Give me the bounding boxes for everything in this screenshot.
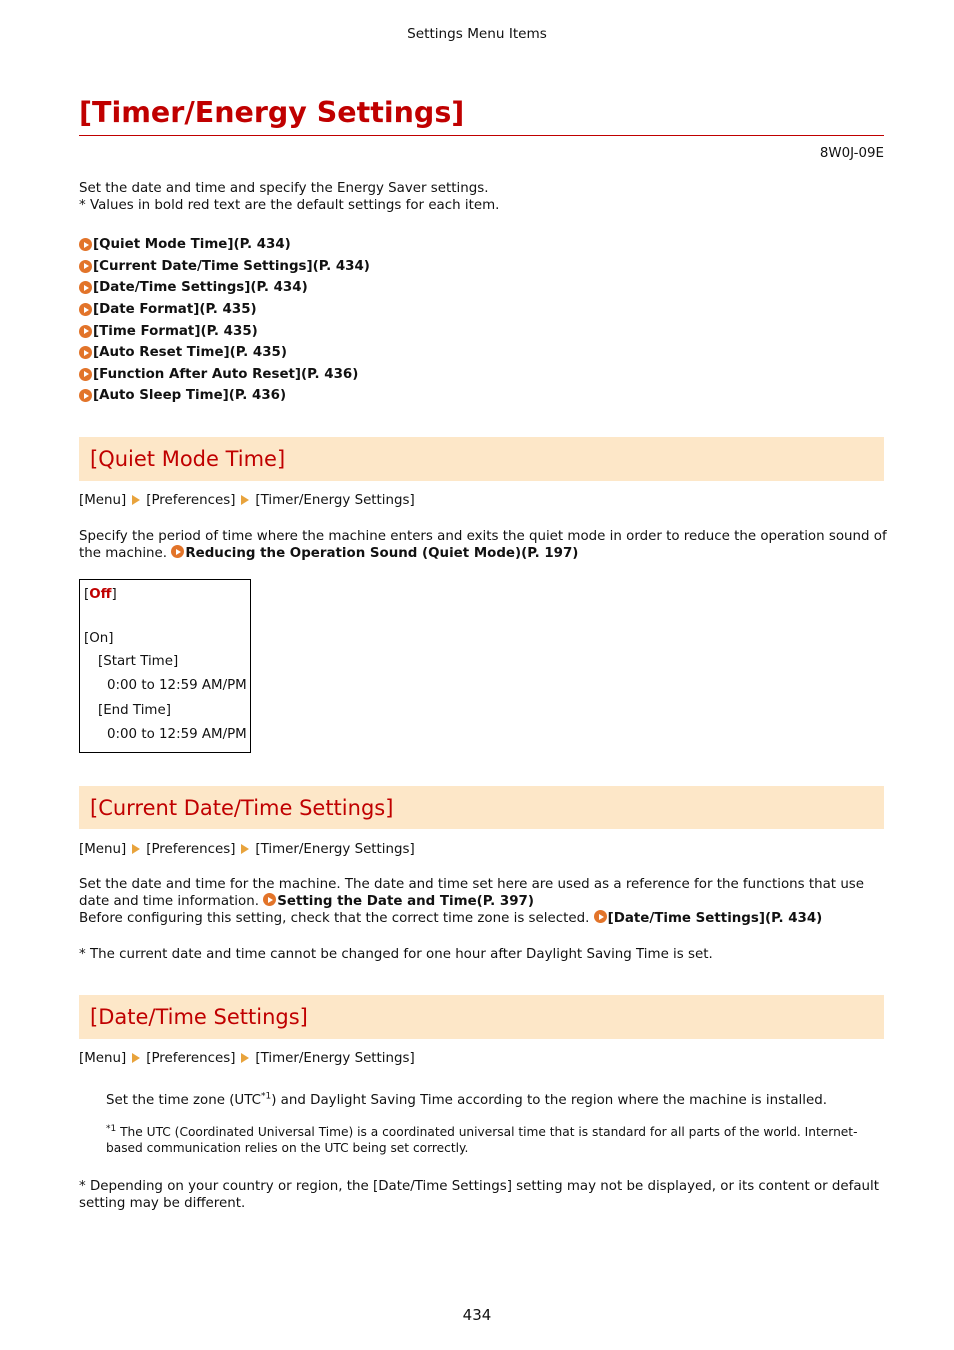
toc-link-current-date-time[interactable] (79, 256, 370, 278)
quiet-mode-description (79, 528, 889, 562)
path-arrow-icon (132, 1053, 140, 1063)
path-preferences: [Preferences] (146, 842, 236, 857)
toc-link-label: [Quiet Mode Time](P. 434) (93, 237, 291, 253)
path-preferences: [Preferences] (146, 493, 236, 508)
toc-link-label: [Date/Time Settings](P. 434) (93, 280, 308, 296)
footnote-utc: $^{*1}$ The UTC (Coordinated Universal Time) is a coordinated universal time that is standard for all parts of the world. Internet-based communication relies on the UTC being set correctly. (106, 1123, 858, 1155)
description-text: Specify the period of time where the machine enters and exits the quiet mode in order to reduce the operation sound of the machine. (79, 529, 887, 561)
page-title: [Timer/Energy Settings] (79, 96, 465, 129)
title-rule (79, 135, 884, 136)
link-label: Setting the Date and Time(P. 397) (277, 894, 534, 909)
path-menu: [Menu] (79, 493, 127, 508)
path-arrow-icon (132, 844, 140, 854)
document-id: 8W0J-09E (819, 146, 884, 161)
footnote-marker: *1 (106, 1123, 117, 1134)
path-menu: [Menu] (79, 842, 127, 857)
section-heading-quiet-mode-time: [Quiet Mode Time] (79, 437, 884, 481)
link-label: Reducing the Operation Sound (Quiet Mode)(P. 197) (185, 546, 579, 561)
option-off: [Off] (84, 587, 117, 602)
arrow-circle-icon (79, 325, 92, 338)
current-date-time-description (79, 876, 889, 927)
toc-link-label: [Time Format](P. 435) (93, 323, 258, 339)
description-text: Set the date and time for the machine. The date and time set here are used as a reference for the functions that use date and time information. (79, 877, 865, 909)
arrow-circle-icon (594, 910, 607, 923)
date-time-settings-description: Set the time zone (UTC$^{*1}$) and Daylight Saving Time according to the region where the machine is installed. (106, 1091, 827, 1108)
page-number: 434 (462, 1306, 492, 1324)
option-end-time: [End Time] (98, 703, 171, 718)
intro-text (79, 180, 889, 214)
toc-link-auto-sleep-time[interactable] (79, 385, 370, 407)
toc-link-date-time-settings[interactable] (79, 277, 370, 299)
toc-link-date-format[interactable] (79, 299, 370, 321)
option-start-range: 0:00 to 12:59 AM/PM (107, 678, 247, 693)
quiet-mode-options-box (79, 579, 251, 753)
path-arrow-icon (241, 495, 249, 505)
arrow-circle-icon (79, 389, 92, 402)
menu-path (79, 492, 415, 509)
option-start-time: [Start Time] (98, 654, 179, 669)
path-timer-energy: [Timer/Energy Settings] (255, 842, 415, 857)
link-label: [Date/Time Settings](P. 434) (607, 911, 823, 926)
path-preferences: [Preferences] (146, 1051, 236, 1066)
arrow-circle-icon (79, 303, 92, 316)
toc-link-quiet-mode-time[interactable] (79, 234, 370, 256)
arrow-circle-icon (263, 893, 276, 906)
path-timer-energy: [Timer/Energy Settings] (255, 493, 415, 508)
path-menu: [Menu] (79, 1051, 127, 1066)
date-time-settings-note: * Depending on your country or region, the [Date/Time Settings] setting may not be displayed, or its content or default setting may be different. (79, 1179, 880, 1211)
link-date-time-settings[interactable] (594, 911, 823, 926)
intro-line-1: Set the date and time and specify the Energy Saver settings. (79, 181, 489, 196)
arrow-circle-icon (79, 281, 92, 294)
section-heading-date-time-settings: [Date/Time Settings] (79, 995, 884, 1039)
arrow-circle-icon (79, 368, 92, 381)
path-arrow-icon (241, 844, 249, 854)
toc-link-function-after-auto-reset[interactable] (79, 364, 370, 386)
toc-link-time-format[interactable] (79, 320, 370, 342)
link-setting-date-time[interactable] (263, 894, 534, 909)
menu-path (79, 1050, 415, 1067)
path-timer-energy: [Timer/Energy Settings] (255, 1051, 415, 1066)
option-on: [On] (84, 631, 114, 646)
running-header: Settings Menu Items (407, 26, 547, 42)
toc-link-label: [Auto Reset Time](P. 435) (93, 345, 287, 361)
arrow-circle-icon (171, 545, 184, 558)
toc-link-label: [Auto Sleep Time](P. 436) (93, 388, 287, 404)
footnote-reference: *1 (260, 1091, 272, 1102)
table-of-contents (79, 234, 370, 407)
description-text-2: Before configuring this setting, check that the correct time zone is selected. (79, 911, 590, 926)
arrow-circle-icon (79, 238, 92, 251)
toc-link-auto-reset-time[interactable] (79, 342, 370, 364)
toc-link-label: [Function After Auto Reset](P. 436) (93, 366, 359, 382)
toc-link-label: [Date Format](P. 435) (93, 302, 257, 318)
toc-link-label: [Current Date/Time Settings](P. 434) (93, 258, 370, 274)
path-arrow-icon (241, 1053, 249, 1063)
link-reducing-operation-sound[interactable] (171, 546, 578, 561)
section-heading-current-date-time: [Current Date/Time Settings] (79, 786, 884, 829)
current-date-time-note: * The current date and time cannot be changed for one hour after Daylight Saving Time is set. (79, 947, 713, 962)
default-value-off: Off (89, 587, 112, 602)
intro-line-2: * Values in bold red text are the default settings for each item. (79, 198, 500, 213)
menu-path (79, 841, 415, 858)
option-end-range: 0:00 to 12:59 AM/PM (107, 727, 247, 742)
arrow-circle-icon (79, 260, 92, 273)
arrow-circle-icon (79, 346, 92, 359)
path-arrow-icon (132, 495, 140, 505)
